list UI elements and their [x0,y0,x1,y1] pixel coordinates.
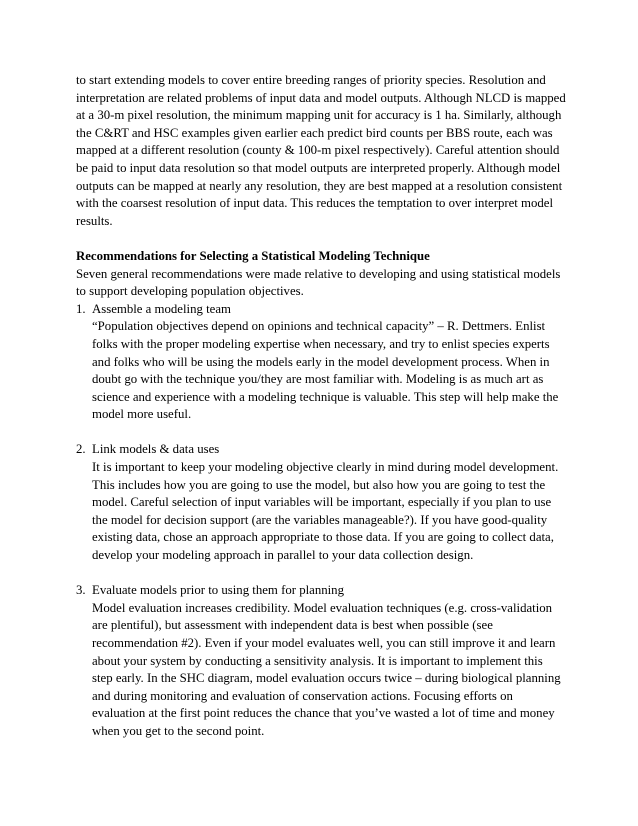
list-item-body: “Population objectives depend on opinions and technical capacity” – R. Dettmers. Enlist folks with the proper modeling expertise when necessary, and try to enlist species experts and folks who will be using the models early in the model development process. When in doubt go with the technique you/they are most familiar with. Modeling is as much art as science and experience with a modeling technique is valuable. This step will help make the model more useful. [92,319,559,422]
list-item-number: 3. [76,583,86,598]
list-item-body: Model evaluation increases credibility. Model evaluation techniques (e.g. cross-validation are plentiful), but assessment with independent data is best when possible (see recommendation #2). Even if your model evaluates well, you can still improve it and learn about your system by conducting a sensitivity analysis. It is important to implement this step early. In the SHC diagram, model evaluation occurs twice – during biological planning and during monitoring and evaluation of conservation actions. Focusing efforts on evaluation at the first point reduces the chance that you’ve wasted a lot of time and money when you get to the second point. [92,600,561,738]
list-item-2 [76,441,566,564]
spacer [76,424,566,442]
list-item-title: Link models & data uses [92,442,220,457]
spacer [76,230,566,248]
list-item-3 [76,582,566,740]
intro-paragraph: to start extending models to cover entire breeding ranges of priority species. Resolution and interpretation are related problems of input data and model outputs. Although NLCD is mapped at a 30-m pixel resolution, the minimum mapping unit for accuracy is 1 ha. Similarly, although the C&RT and HSC examples given earlier each predict bird counts per BBS route, each was mapped at a different resolution (county & 100-m pixel respectively). Careful attention should be paid to input data resolution so that model outputs are interpreted properly. Although model outputs can be mapped at nearly any resolution, they are best mapped at a resolution consistent with the coarsest resolution of input data. This reduces the temptation to over interpret model results. [76,73,566,228]
section-heading: Recommendations for Selecting a Statistical Modeling Technique [76,248,430,263]
list-item-title: Evaluate models prior to using them for planning [92,583,344,598]
list-item-number: 1. [76,301,86,316]
page-content [76,72,566,741]
spacer [76,565,566,583]
section-lead: Seven general recommendations were made relative to developing and using statistical models to support developing population objectives. [76,266,561,299]
list-item-number: 2. [76,442,86,457]
list-item-1 [76,301,566,424]
list-item-title: Assemble a modeling team [92,301,231,316]
list-item-body: It is important to keep your modeling objective clearly in mind during model development. This includes how you are going to use the model, but also how you are going to test the model. Careful selection of input variables will be important, especially if you plan to use the model for decision support (are the variables manageable?). If you have good-quality existing data, chose an approach appropriate to those data. If you are going to collect data, develop your modeling approach in parallel to your data collection design. [92,460,559,563]
